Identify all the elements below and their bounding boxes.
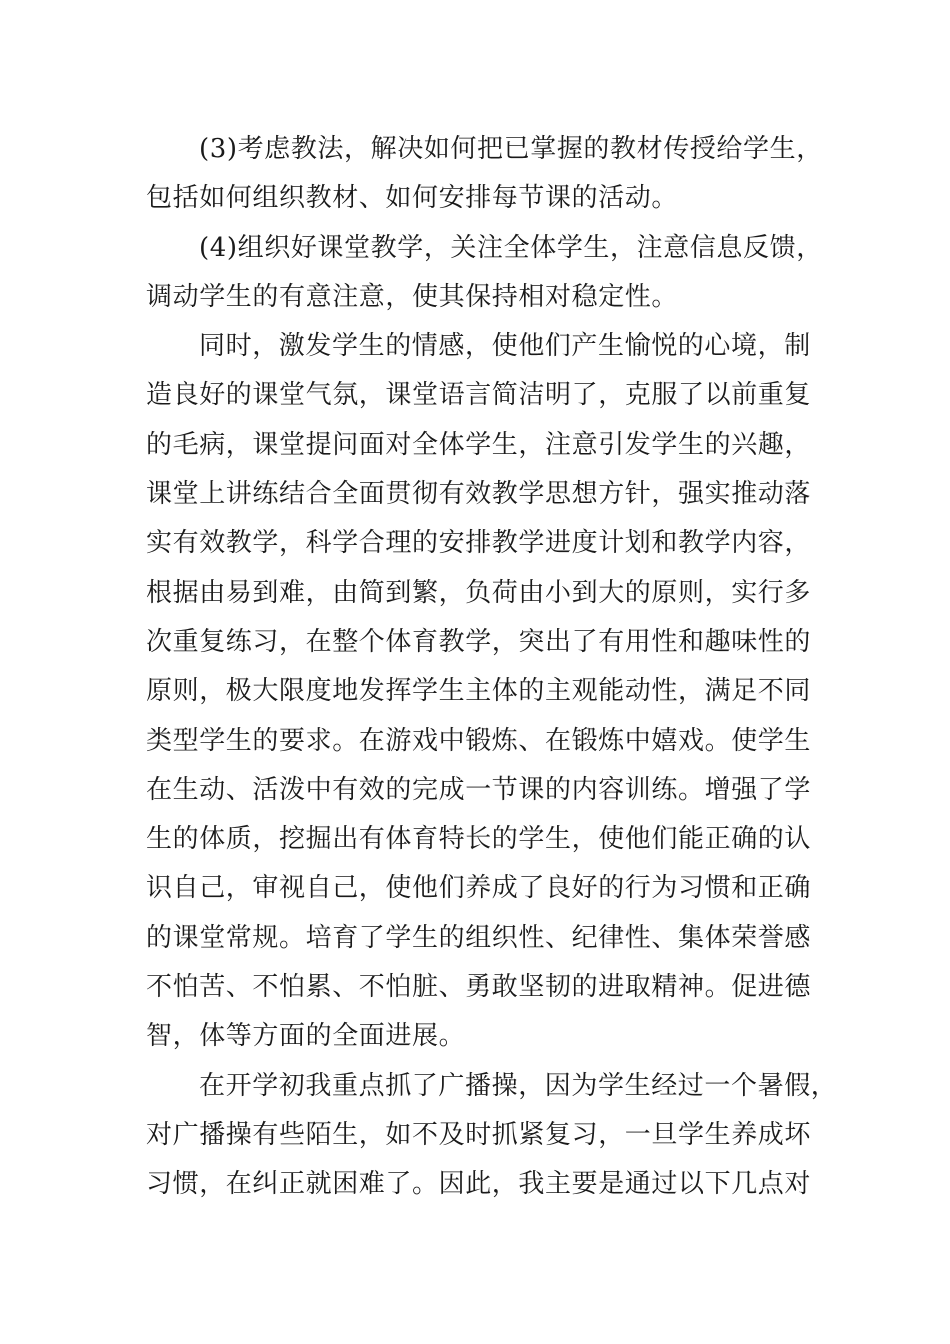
text-line: 习惯，在纠正就困难了。因此，我主要是通过以下几点对	[146, 1169, 812, 1200]
text-line: 原则，极大限度地发挥学生主体的主观能动性，满足不同	[146, 676, 812, 707]
text-line: 在开学初我重点抓了广播操，因为学生经过一个暑假，	[199, 1070, 838, 1101]
text-line: 根据由易到难，由简到繁，负荷由小到大的原则，实行多	[146, 577, 812, 608]
text-line: 调动学生的有意注意，使其保持相对稳定性。	[146, 281, 679, 312]
text-line: 在生动、活泼中有效的完成一节课的内容训练。增强了学	[146, 774, 812, 805]
text-line: 的课堂常规。培育了学生的组织性、纪律性、集体荣誉感	[146, 922, 812, 953]
text-line: 类型学生的要求。在游戏中锻炼、在锻炼中嬉戏。使学生	[146, 725, 812, 756]
text-line: 课堂上讲练结合全面贯彻有效教学思想方针，强实推动落	[146, 479, 812, 510]
text-line: 对广播操有些陌生，如不及时抓紧复习，一旦学生养成坏	[146, 1119, 812, 1150]
text-line: 生的体质，挖掘出有体育特长的学生，使他们能正确的认	[146, 824, 812, 855]
text-line: 包括如何组织教材、如何安排每节课的活动。	[146, 183, 679, 214]
text-line: (3)考虑教法，解决如何把已掌握的教材传授给学生，	[199, 134, 823, 164]
text-line: 次重复练习，在整个体育教学，突出了有用性和趣味性的	[146, 626, 812, 657]
text-line: 实有效教学，科学合理的安排教学进度计划和教学内容，	[146, 528, 812, 559]
text-line: 同时，激发学生的情感，使他们产生愉悦的心境，制	[199, 331, 811, 362]
document-body	[146, 125, 838, 1210]
text-line: 识自己，审视自己，使他们养成了良好的行为习惯和正确	[146, 873, 812, 904]
text-line: 的毛病，课堂提问面对全体学生，注意引发学生的兴趣，	[146, 429, 812, 460]
text-line: (4)组织好课堂教学，关注全体学生，注意信息反馈，	[199, 232, 823, 263]
text-line: 造良好的课堂气氛，课堂语言简洁明了，克服了以前重复	[146, 380, 812, 411]
text-line: 不怕苦、不怕累、不怕脏、勇敢坚韧的进取精神。促进德	[146, 972, 812, 1003]
text-line: 智，体等方面的全面进展。	[146, 1021, 466, 1052]
